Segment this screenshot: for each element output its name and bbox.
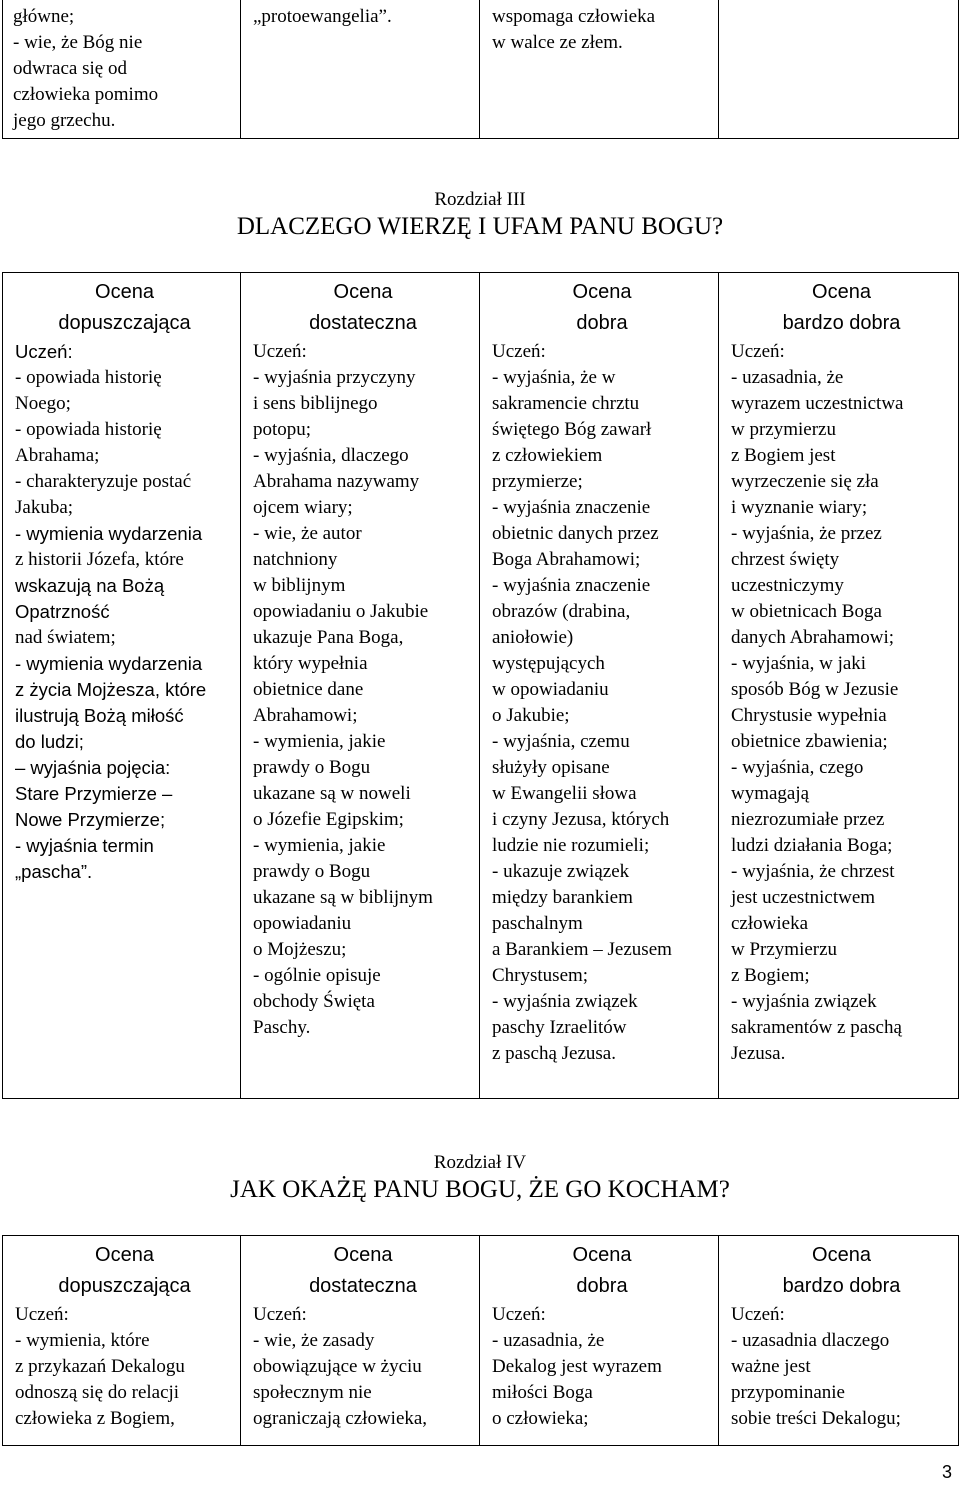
text-line: wspomaga człowieka (492, 6, 656, 27)
grade-header: Ocena dobra (572, 281, 632, 334)
requirements-list: Uczeń: - uzasadnia dlaczego ważne jest przypominanie sobie treści Dekalogu; (731, 1304, 901, 1429)
grades-table-chapter-3 (2, 272, 959, 1099)
top-cell-3 (480, 0, 719, 139)
grade-header: Ocena bardzo dobra (782, 1244, 901, 1297)
chapter-4-heading (0, 1151, 960, 1205)
grade-header: Ocena dostateczna (309, 1244, 417, 1297)
requirements-list: Uczeń: - opowiada historię Noego; - opowiada historię Abrahama; - charakteryzuje postać Jakuba; - wymienia wydarzenia z historii Józefa, które wskazują na Bożą Opatrzność nad światem; - wymienia wydarzenia z życia Mojżesza, które ilustrują Bożą miłość do ludzi; – wyjaśnia pojęcia: Stare Przymierze – Nowe Przymierze; - wyjaśnia termin „pascha”. (15, 341, 207, 882)
grade-header: Ocena dopuszczająca (58, 281, 191, 334)
top-cell-2 (241, 0, 480, 139)
top-table (2, 0, 959, 139)
chapter-title: DLACZEGO WIERZĘ I UFAM PANU BOGU? (236, 213, 724, 240)
requirements-list: Uczeń: - wymienia, które z przykazań Dekalogu odnoszą się do relacji człowieka z Bogiem, (15, 1304, 185, 1429)
column-dostateczna (241, 1236, 480, 1446)
requirements-list: Uczeń: - uzasadnia, że Dekalog jest wyrazem miłości Boga o człowieka; (492, 1304, 662, 1429)
column-dopuszczajaca (3, 1236, 241, 1446)
chapter-3-heading (0, 188, 960, 242)
chapter-title: JAK OKAŻĘ PANU BOGU, ŻE GO KOCHAM? (230, 1176, 730, 1203)
grade-header: Ocena dobra (572, 1244, 632, 1297)
chapter-label: Rozdział IV (433, 1152, 527, 1173)
text-line: odwraca się od (13, 58, 127, 79)
top-cell-4 (719, 0, 959, 139)
text-line: w walce ze złem. (492, 32, 623, 53)
column-dobra (480, 273, 719, 1099)
grade-header: Ocena bardzo dobra (782, 281, 901, 334)
column-dobra (480, 1236, 719, 1446)
requirements-list: Uczeń: - wyjaśnia przyczyny i sens biblijnego potopu; - wyjaśnia, dlaczego Abrahama nazywamy ojcem wiary; - wie, że autor natchniony w biblijnym opowiadaniu o Jakubie ukazuje Pana Boga, który wypełnia obietnice dane Abrahamowi; - wymienia, jakie prawdy o Bogu ukazane są w noweli o Józefie Egipskim; - wymienia, jakie prawdy o Bogu ukazane są w biblijnym opowiadaniu o Mojżeszu; - ogólnie opisuje obchody Święta Paschy. (253, 341, 433, 1038)
grade-header: Ocena dopuszczająca (58, 1244, 191, 1297)
text-line: „protoewangelia”. (253, 6, 392, 27)
text-line: człowieka pomimo (13, 84, 159, 105)
column-bardzo-dobra (719, 1236, 959, 1446)
requirements-list: Uczeń: - wyjaśnia, że w sakramencie chrztu świętego Bóg zawarł z człowiekiem przymierze; - wyjaśnia znaczenie obietnic danych przez Boga Abrahamowi; - wyjaśnia znaczenie obrazów (drabina, aniołowie) występujących w opowiadaniu o Jakubie; - wyjaśnia, czemu służyły opisane w Ewangelii słowa i czyny Jezusa, których ludzie nie rozumieli; - ukazuje związek między barankiem paschalnym a Barankiem – Jezusem Chrystusem; - wyjaśnia związek paschy Izraelitów z paschą Jezusa. (492, 341, 672, 1064)
chapter-label: Rozdział III (434, 189, 526, 210)
text-line: - wie, że Bóg nie (13, 32, 143, 53)
requirements-list: Uczeń: - uzasadnia, że wyrazem uczestnictwa w przymierzu z Bogiem jest wyrzeczenie się zła i wyznanie wiary; - wyjaśnia, że przez chrzest święty uczestniczymy w obietnicach Boga danych Abrahamowi; - wyjaśnia, w jaki sposób Bóg w Jezusie Chrystusie wypełnia obietnice zbawienia; - wyjaśnia, czego wymagają niezrozumiałe przez ludzi działania Boga; - wyjaśnia, że chrzest jest uczestnictwem człowieka w Przymierzu z Bogiem; - wyjaśnia związek sakramentów z paschą Jezusa. (731, 341, 904, 1064)
top-cell-1 (3, 0, 241, 139)
column-bardzo-dobra (719, 273, 959, 1099)
text-line: jego grzechu. (13, 110, 116, 131)
grades-table-chapter-4 (2, 1235, 959, 1446)
requirements-list: Uczeń: - wie, że zasady obowiązujące w życiu społecznym nie ograniczają człowieka, (253, 1304, 428, 1429)
column-dopuszczajaca (3, 273, 241, 1099)
column-dostateczna (241, 273, 480, 1099)
text-line: główne; (13, 6, 75, 27)
page-number: 3 (941, 1462, 952, 1482)
grade-header: Ocena dostateczna (309, 281, 417, 334)
